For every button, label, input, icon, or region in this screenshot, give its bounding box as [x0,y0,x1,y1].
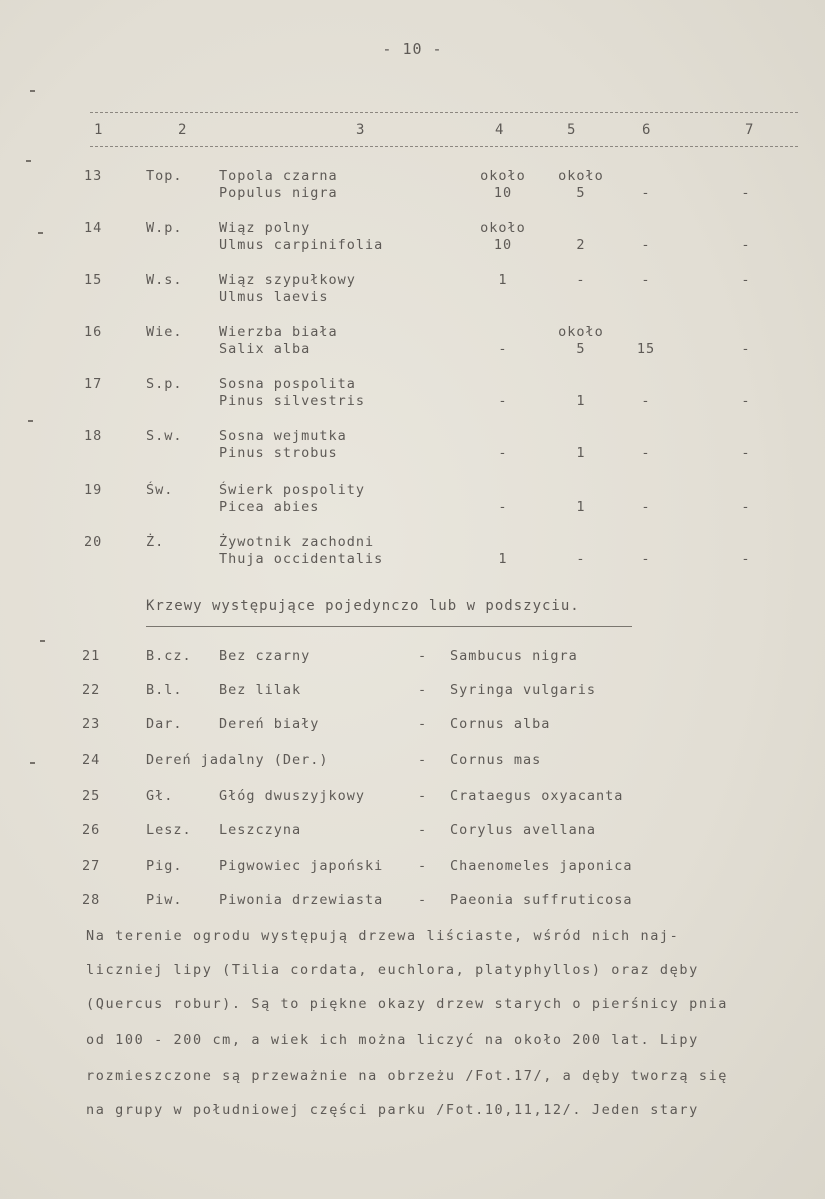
row-abbreviation: Gł. [146,788,174,804]
row-number: 21 [82,648,101,664]
species-name-latin: Picea abies [219,499,320,515]
header-col-7: 7 [745,122,754,138]
table-row [0,272,825,316]
separator-dash: - [418,682,428,698]
col6-value: - [641,272,651,288]
col4-line2: 10 [493,237,513,253]
species-name-polish: Dereń biały [219,716,320,732]
col5-line1: około [558,324,604,340]
species-name-latin: Ulmus carpinifolia [219,237,384,253]
header-col-6: 6 [642,122,651,138]
species-name-latin: Sambucus nigra [450,648,578,664]
row-abbreviation: Piw. [146,892,183,908]
row-abbreviation: W.s. [146,272,183,288]
list-item [0,822,825,846]
table-top-rule [90,112,798,113]
shrubs-title-underline [146,626,632,627]
row-number: 13 [84,168,103,184]
row-number: 16 [84,324,103,340]
row-number: 15 [84,272,103,288]
row-number: 24 [82,752,101,768]
row-abbreviation: B.l. [146,682,183,698]
margin-speck [38,232,43,234]
col5-line2: - [576,551,586,567]
col5-line2: 5 [576,341,586,357]
header-col-2: 2 [178,122,187,138]
row-abbreviation: B.cz. [146,648,192,664]
paragraph-line: Na terenie ogrodu występują drzewa liściaste, wśród nich naj- [86,928,680,944]
separator-dash: - [418,892,428,908]
separator-dash: - [418,752,428,768]
col7-value: - [741,551,751,567]
row-abbreviation: Św. [146,482,174,498]
species-name-polish: Topola czarna [219,168,338,184]
col7-value: - [741,341,751,357]
margin-speck [28,420,33,422]
row-abbreviation: S.p. [146,376,183,392]
species-name-polish: Bez lilak [219,682,302,698]
row-abbreviation: Ż. [146,534,165,550]
col7-value: - [741,445,751,461]
species-name-latin: Populus nigra [219,185,338,201]
col6-value: - [641,185,651,201]
row-number: 18 [84,428,103,444]
species-name-polish: Świerk pospolity [219,482,366,498]
col5-line2: 1 [576,393,586,409]
row-number: 27 [82,858,101,874]
col4-line2: - [498,341,508,357]
list-item [0,648,825,672]
species-name-latin: Chaenomeles japonica [450,858,633,874]
row-abbreviation: S.w. [146,428,183,444]
table-row [0,482,825,526]
row-abbreviation: Lesz. [146,822,192,838]
species-name-latin: Salix alba [219,341,311,357]
list-item [0,716,825,740]
col4-line1: około [480,220,526,236]
table-row [0,376,825,420]
margin-speck [40,640,45,642]
table-row [0,428,825,472]
species-name-polish: Pigwowiec japoński [219,858,384,874]
paragraph-line: na grupy w południowej części parku /Fot.10,11,12/. Jeden stary [86,1102,699,1118]
col7-value: - [741,393,751,409]
col4-line2: 10 [493,185,513,201]
species-name-polish: Piwonia drzewiasta [219,892,384,908]
shrubs-section-title: Krzewy występujące pojedynczo lub w podszyciu. [146,598,580,614]
col6-value: - [641,445,651,461]
list-item [0,788,825,812]
margin-speck [30,90,35,92]
list-item [0,858,825,882]
header-col-5: 5 [567,122,576,138]
row-abbreviation: W.p. [146,220,183,236]
separator-dash: - [418,822,428,838]
row-number: 14 [84,220,103,236]
col4-line1: około [480,168,526,184]
species-name-polish: Głóg dwuszyjkowy [219,788,366,804]
row-number: 23 [82,716,101,732]
list-item [0,682,825,706]
header-col-1: 1 [94,122,103,138]
row-number: 26 [82,822,101,838]
species-name-latin: Paeonia suffruticosa [450,892,633,908]
species-name-polish: Bez czarny [219,648,311,664]
species-name-polish: Sosna wejmutka [219,428,347,444]
species-name-polish: Dereń jadalny (Der.) [146,752,329,768]
col5-line2: 1 [576,499,586,515]
col6-value: - [641,551,651,567]
row-abbreviation: Wie. [146,324,183,340]
species-name-polish: Wiąz polny [219,220,311,236]
col7-value: - [741,272,751,288]
col7-value: - [741,237,751,253]
row-abbreviation: Dar. [146,716,183,732]
col5-line2: 1 [576,445,586,461]
col5-line2: 2 [576,237,586,253]
species-name-latin: Crataegus oxyacanta [450,788,624,804]
col6-value: - [641,499,651,515]
paragraph-line: rozmieszczone są przeważnie na obrzeżu /Fot.17/, a dęby tworzą się [86,1068,729,1084]
col4-line2: - [498,393,508,409]
col5-line2: 5 [576,185,586,201]
row-number: 19 [84,482,103,498]
paragraph-line: (Quercus robur). Są to piękne okazy drzew starych o pierśnicy pnia [86,996,729,1012]
species-name-latin: Corylus avellana [450,822,597,838]
species-name-latin: Pinus strobus [219,445,338,461]
col6-value: - [641,393,651,409]
col7-value: - [741,499,751,515]
separator-dash: - [418,858,428,874]
col4-line2: - [498,499,508,515]
table-row [0,324,825,368]
separator-dash: - [418,788,428,804]
row-number: 25 [82,788,101,804]
row-abbreviation: Top. [146,168,183,184]
species-name-latin: Cornus alba [450,716,551,732]
species-name-latin: Cornus mas [450,752,542,768]
paragraph-line: od 100 - 200 cm, a wiek ich można liczyć na około 200 lat. Lipy [86,1032,699,1048]
row-number: 22 [82,682,101,698]
species-name-latin: Syringa vulgaris [450,682,597,698]
col5-line1: około [558,168,604,184]
col4-line2: 1 [498,551,508,567]
list-item [0,752,825,776]
page-number: - 10 - [382,40,443,58]
col7-value: - [741,185,751,201]
separator-dash: - [418,648,428,664]
species-name-latin: Ulmus laevis [219,289,329,305]
row-number: 28 [82,892,101,908]
species-name-latin: Thuja occidentalis [219,551,384,567]
species-name-polish: Wiąz szypułkowy [219,272,356,288]
margin-speck [26,160,31,162]
separator-dash: - [418,716,428,732]
header-col-3: 3 [356,122,365,138]
paragraph-line: liczniej lipy (Tilia cordata, euchlora, platyphyllos) oraz dęby [86,962,699,978]
table-row [0,220,825,264]
col4-line2: - [498,445,508,461]
col6-value: 15 [636,341,656,357]
species-name-polish: Żywotnik zachodni [219,534,375,550]
species-name-polish: Sosna pospolita [219,376,356,392]
margin-speck [30,762,35,764]
row-number: 17 [84,376,103,392]
species-name-polish: Leszczyna [219,822,302,838]
list-item [0,892,825,916]
species-name-latin: Pinus silvestris [219,393,366,409]
col4-line1: 1 [498,272,508,288]
species-name-polish: Wierzba biała [219,324,338,340]
col6-value: - [641,237,651,253]
row-number: 20 [84,534,103,550]
table-header-rule [90,146,798,147]
table-row [0,168,825,212]
col5-line1: - [576,272,586,288]
table-row [0,534,825,578]
row-abbreviation: Pig. [146,858,183,874]
header-col-4: 4 [495,122,504,138]
